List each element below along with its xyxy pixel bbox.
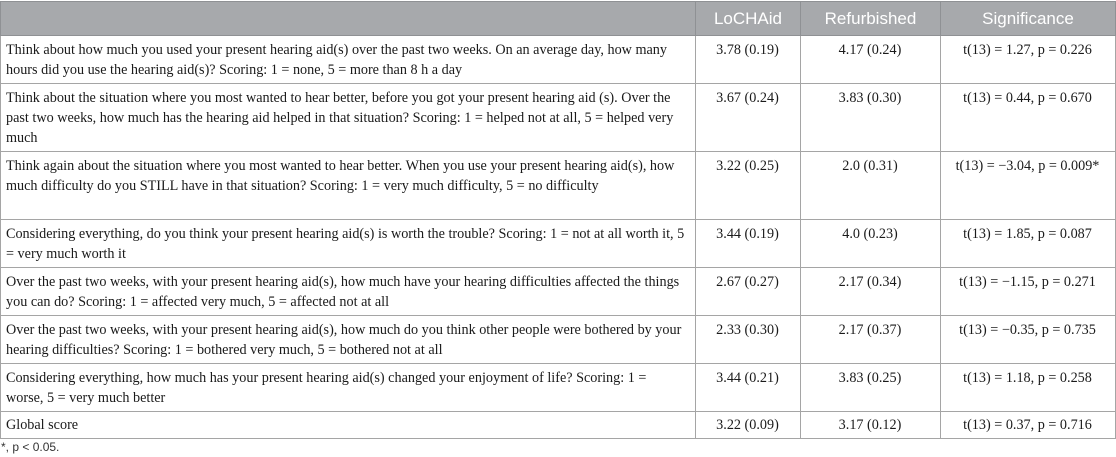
lochaid-cell: 2.33 (0.30) <box>696 316 801 364</box>
lochaid-cell: 3.44 (0.21) <box>696 364 801 412</box>
table-row <box>1 220 1116 268</box>
lochaid-cell: 3.78 (0.19) <box>696 36 801 84</box>
refurbished-cell: 4.17 (0.24) <box>801 36 941 84</box>
significance-cell: t(13) = 0.37, p = 0.716 <box>941 412 1116 439</box>
question-cell: Considering everything, do you think your present hearing aid(s) is worth the trouble? Scoring: 1 = not at all worth it, 5 = very much worth it <box>1 220 696 268</box>
lochaid-cell: 3.22 (0.09) <box>696 412 801 439</box>
question-cell: Global score <box>1 412 696 439</box>
results-table-container <box>0 1 1116 439</box>
question-cell: Think about the situation where you most wanted to hear better, before you got your present hearing aid (s). Over the past two weeks, how much has the hearing aid helped in that situation? Scoring: 1 = helped not at all, 5 = helped very much <box>1 84 696 152</box>
significance-cell: t(13) = 0.44, p = 0.670 <box>941 84 1116 152</box>
significance-cell: t(13) = 1.27, p = 0.226 <box>941 36 1116 84</box>
table-row-global <box>1 412 1116 439</box>
header-significance: Significance <box>941 2 1116 36</box>
table-row <box>1 316 1116 364</box>
table-row <box>1 268 1116 316</box>
significance-cell: t(13) = −1.15, p = 0.271 <box>941 268 1116 316</box>
significance-cell: t(13) = 1.85, p = 0.087 <box>941 220 1116 268</box>
question-cell: Think about how much you used your present hearing aid(s) over the past two weeks. On an average day, how many hours did you use the hearing aid(s)? Scoring: 1 = none, 5 = more than 8 h a day <box>1 36 696 84</box>
lochaid-cell: 2.67 (0.27) <box>696 268 801 316</box>
refurbished-cell: 3.17 (0.12) <box>801 412 941 439</box>
question-cell: Considering everything, how much has your present hearing aid(s) changed your enjoyment of life? Scoring: 1 = worse, 5 = very much better <box>1 364 696 412</box>
refurbished-cell: 2.17 (0.34) <box>801 268 941 316</box>
refurbished-cell: 3.83 (0.25) <box>801 364 941 412</box>
significance-cell: t(13) = −3.04, p = 0.009* <box>941 152 1116 220</box>
table-row <box>1 36 1116 84</box>
header-question <box>1 2 696 36</box>
header-refurbished: Refurbished <box>801 2 941 36</box>
header-row <box>1 2 1116 36</box>
refurbished-cell: 2.17 (0.37) <box>801 316 941 364</box>
lochaid-cell: 3.44 (0.19) <box>696 220 801 268</box>
table-row <box>1 152 1116 220</box>
results-table <box>0 1 1116 439</box>
question-cell: Over the past two weeks, with your present hearing aid(s), how much have your hearing difficulties affected the things you can do? Scoring: 1 = affected very much, 5 = affected not at all <box>1 268 696 316</box>
table-row <box>1 364 1116 412</box>
significance-cell: t(13) = −0.35, p = 0.735 <box>941 316 1116 364</box>
question-cell: Over the past two weeks, with your present hearing aid(s), how much do you think other people were bothered by your hearing difficulties? Scoring: 1 = bothered very much, 5 = bothered not at all <box>1 316 696 364</box>
significance-cell: t(13) = 1.18, p = 0.258 <box>941 364 1116 412</box>
refurbished-cell: 2.0 (0.31) <box>801 152 941 220</box>
table-row <box>1 84 1116 152</box>
table-footnote: *, p < 0.05. <box>1 440 60 454</box>
refurbished-cell: 3.83 (0.30) <box>801 84 941 152</box>
lochaid-cell: 3.22 (0.25) <box>696 152 801 220</box>
header-lochaid: LoCHAid <box>696 2 801 36</box>
refurbished-cell: 4.0 (0.23) <box>801 220 941 268</box>
question-cell: Think again about the situation where you most wanted to hear better. When you use your present hearing aid(s), how much difficulty do you STILL have in that situation? Scoring: 1 = very much difficulty, 5 = no difficulty <box>1 152 696 220</box>
lochaid-cell: 3.67 (0.24) <box>696 84 801 152</box>
